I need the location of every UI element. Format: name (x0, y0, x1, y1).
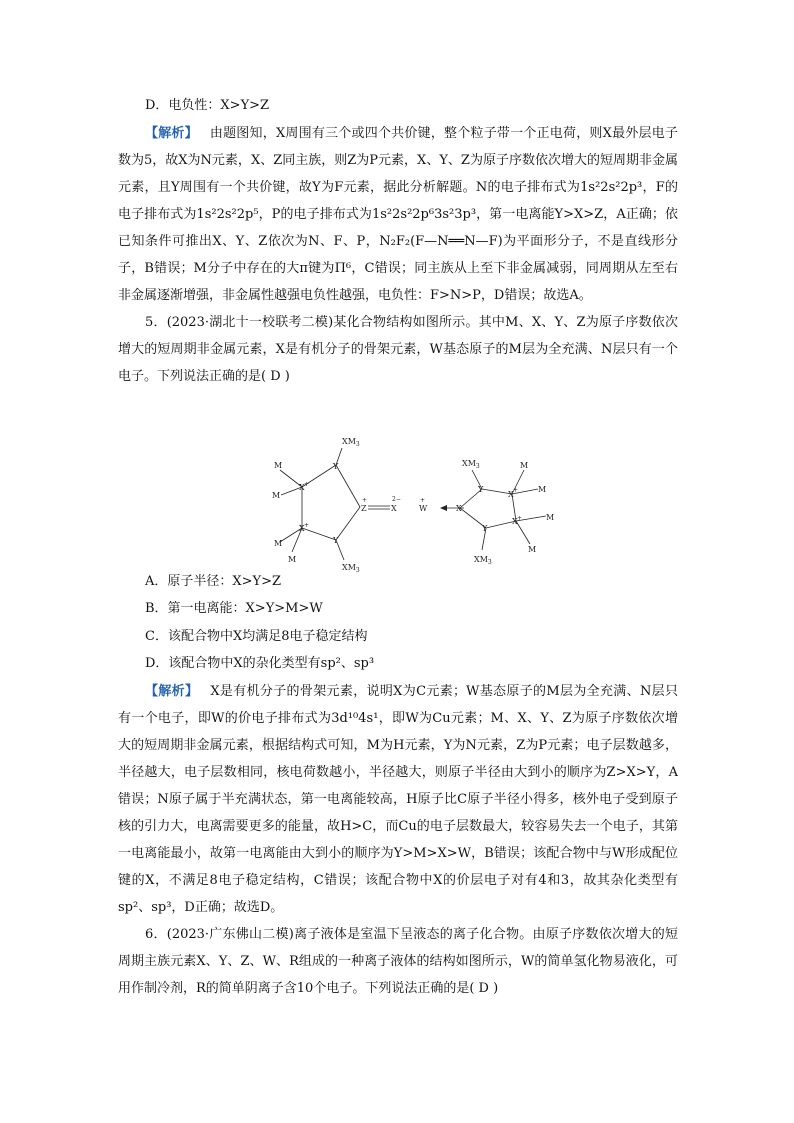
two-minus-charge: 2− (392, 496, 401, 503)
m-label: M (528, 545, 537, 554)
plus-charge: + (517, 515, 523, 522)
q5-analysis (118, 678, 678, 921)
plus-charge: + (420, 497, 426, 504)
m-label: M (274, 539, 283, 548)
q5-option-d: D．该配合物中X的杂化类型有sp²、sp³ (145, 656, 375, 671)
plus-charge: + (513, 487, 519, 494)
plus-charge: + (304, 481, 310, 488)
q5-option-b: B．第一电离能：X>Y>M>W (145, 601, 323, 616)
m-label: M (288, 555, 297, 564)
bonds (280, 448, 546, 560)
y-label: Y (478, 485, 484, 494)
q4-analysis (118, 120, 678, 309)
q4-option-d: D．电负性：X>Y>Z (145, 98, 270, 113)
xm3-label: $XM_3$ (462, 459, 480, 470)
m-label: M (538, 485, 547, 494)
w-label: W (419, 504, 428, 513)
y-label: Y (333, 462, 339, 471)
y-label: Y (333, 536, 339, 545)
q6-stem: 6．(2023·广东佛山二模)离子液体是室温下呈液态的离子化合物。由原子序数依次增大的短周期主族元素X、Y、Z、W、R组成的一种离子液体的结构如图所示，W的简单氢化物易液化，可用作制冷剂，R的简单阴离子含10个电子。下列说法正确的是( D ) (118, 926, 678, 996)
y-label: Y (482, 524, 488, 533)
analysis-tag: 【解析】 (145, 125, 198, 141)
q5-stem: 5．(2023·湖北十一校联考二模)某化合物结构如图所示。其中M、X、Y、Z为原子序数依次增大的短周期非金属元素，X是有机分子的骨架元素，W基态原子的M层为全充满、N层只有一个电子。下列说法正确的是( D ) (118, 314, 678, 384)
plus-charge: + (362, 497, 368, 504)
x-label: X (391, 504, 397, 513)
x-label: X (508, 490, 514, 499)
m-label: M (520, 461, 529, 470)
x-label: X (299, 483, 305, 492)
m-label: M (546, 513, 555, 522)
xm3-label: $XM_3$ (474, 555, 492, 566)
z-label: Z (361, 504, 367, 513)
x-label: X (299, 524, 305, 533)
xm3-label: $XM_3$ (342, 437, 360, 448)
q5-analysis-text: X是有机分子的骨架元素，说明X为C元素；W基态原子的M层为全充满、N层只有一个电子，即W的价电子排布式为3d¹⁰4s¹，即W为Cu元素；M、X、Y、Z为原子序数依次增大的短周期非金属元素，根据结构式可知，M为H元素，Y为N元素，Z为P元素；电子层数越多，半径越大，电子层数相同，核电荷数越小，半径越大，则原子半径由大到小的顺序为Z>X>Y，A错误；N原子属于半充满状态，第一电离能较高，H原子比C原子半径小得多，核外电子受到原子核的引力大，电离需要更多的能量，故H>C，而Cu的电子层数最大，较容易失去一个电子，其第一电离能最小，故第一电离能由大到小的顺序为Y>M>X>W，B错误；该配合物中与W形成配位键的X，不满足8电子稳定结构，C错误；该配合物中X的价层电子对有4和3，故其杂化类型有sp²、sp³，D正确；故选D。 (118, 683, 678, 915)
coordination-arrowhead (440, 505, 447, 511)
xm3-label: $XM_3$ (342, 563, 360, 574)
m-label: M (274, 461, 283, 470)
q5-option-c: C．该配合物中X均满足8电子稳定结构 (145, 628, 368, 644)
q4-analysis-text: 由题图知，X周围有三个或四个共价键，整个粒子带一个正电荷，则X最外层电子数为5，故X为N元素，X、Z同主族，则Z为P元素，X、Y、Z为原子序数依次增大的短周期非金属元素，且Y周围有一个共价键，故Y为F元素，据此分析解题。N的电子排布式为1s²2s²2p³，F的电子排布式为1s²2s²2p⁵，P的电子排布式为1s²2s²2p⁶3s²3p³，第一电离能Y>X>Z，A正确；依已知条件可推出X、Y、Z依次为N、F、P，N₂F₂(F—N══N—F)为平面形分子，不是直线形分子，B错误；M分子中存在的大π键为Π⁶，C错误；同主族从上至下非金属减弱，同周期从左至右非金属逐渐增强，非金属性越强电负性越强，电负性：F>N>P，D错误；故选A。 (118, 125, 678, 303)
plus-charge: + (304, 522, 310, 529)
analysis-tag: 【解析】 (145, 683, 199, 699)
complex-structure-diagram (262, 432, 572, 584)
structure-svg (262, 432, 572, 584)
q5-option-a: A．原子半径：X>Y>Z (145, 573, 282, 589)
x-label: X (512, 517, 518, 526)
x-label: X (456, 504, 462, 513)
m-label: M (272, 491, 281, 500)
